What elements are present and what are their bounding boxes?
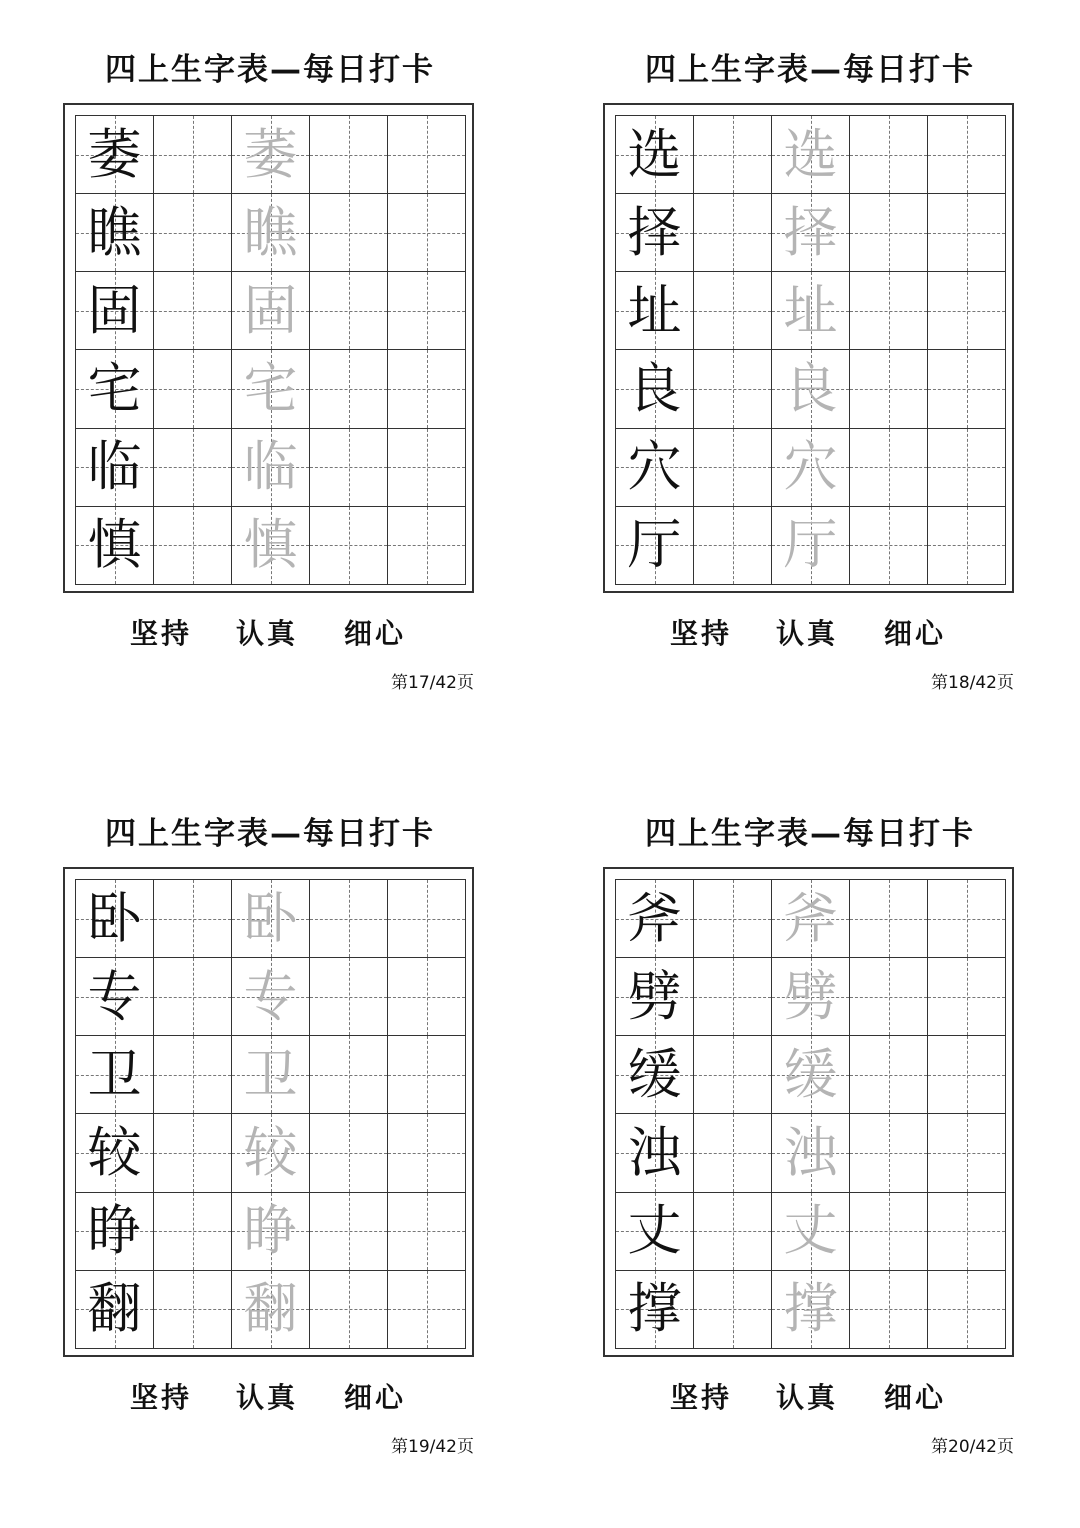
grid-cell [232, 1036, 310, 1114]
model-character: 睁 [87, 1199, 142, 1263]
model-character: 斧 [627, 886, 682, 950]
grid-cell [154, 1193, 232, 1271]
grid-cell [310, 880, 388, 958]
grid-cell [850, 1193, 928, 1271]
grid-cell [928, 880, 1006, 958]
grid-cell [694, 194, 772, 272]
grid-cell [694, 350, 772, 428]
model-character: 卫 [87, 1042, 142, 1106]
grid-cell [928, 116, 1006, 194]
grid-cell [694, 429, 772, 507]
grid-cell [388, 429, 466, 507]
trace-character: 厅 [783, 513, 838, 577]
grid-cell [310, 350, 388, 428]
grid-cell [772, 880, 850, 958]
trace-character: 劈 [783, 964, 838, 1028]
trace-character: 睁 [243, 1199, 298, 1263]
grid-cell [694, 1036, 772, 1114]
grid-cell [616, 1193, 694, 1271]
grid-cell [850, 880, 928, 958]
grid-cell [772, 194, 850, 272]
trace-character: 址 [783, 278, 838, 342]
grid-cell [310, 1036, 388, 1114]
worksheet-panel-1 [0, 0, 540, 764]
grid-cell [154, 1271, 232, 1349]
grid-cell [76, 1193, 154, 1271]
motto-word-2: 认真 [236, 617, 299, 650]
grid-cell [616, 507, 694, 585]
trace-character: 选 [783, 122, 838, 186]
motto [540, 1376, 1080, 1416]
model-character: 翻 [87, 1277, 142, 1341]
model-character: 宅 [87, 357, 142, 421]
grid-cell [154, 958, 232, 1036]
grid-cell [850, 116, 928, 194]
grid-cell [310, 1193, 388, 1271]
grid-cell [310, 507, 388, 585]
grid-cell [388, 350, 466, 428]
practice-grid-frame [63, 867, 474, 1357]
motto-word-3: 细心 [884, 617, 947, 650]
model-character: 慎 [87, 513, 142, 577]
worksheet-panel-3 [0, 764, 540, 1528]
trace-character: 良 [783, 357, 838, 421]
grid-cell [154, 194, 232, 272]
grid-cell [616, 194, 694, 272]
motto-word-1: 坚持 [130, 1381, 193, 1414]
panel-title: 四上生字表—每日打卡 [105, 816, 435, 852]
model-character: 选 [627, 122, 682, 186]
model-character: 厅 [627, 513, 682, 577]
grid-cell [154, 507, 232, 585]
grid-cell [772, 1036, 850, 1114]
grid-cell [388, 1036, 466, 1114]
grid-cell [76, 272, 154, 350]
grid-cell [232, 1271, 310, 1349]
grid-cell [772, 116, 850, 194]
grid-cell [850, 1114, 928, 1192]
grid-cell [232, 507, 310, 585]
practice-grid [615, 879, 1006, 1349]
page-number: 第20/42页 [931, 1437, 1014, 1457]
grid-cell [310, 116, 388, 194]
model-character: 丈 [627, 1199, 682, 1263]
grid-cell [772, 1193, 850, 1271]
grid-cell [388, 1271, 466, 1349]
motto-word-1: 坚持 [130, 617, 193, 650]
grid-cell [694, 958, 772, 1036]
motto [540, 612, 1080, 652]
motto-word-3: 细心 [884, 1381, 947, 1414]
model-character: 瞧 [87, 200, 142, 264]
grid-cell [76, 1036, 154, 1114]
grid-cell [232, 880, 310, 958]
trace-character: 翻 [243, 1277, 298, 1341]
grid-cell [76, 958, 154, 1036]
grid-cell [694, 880, 772, 958]
grid-cell [772, 507, 850, 585]
grid-cell [850, 1036, 928, 1114]
grid-cell [850, 350, 928, 428]
page-number: 第19/42页 [391, 1437, 474, 1457]
practice-grid-frame [63, 103, 474, 593]
trace-character: 卫 [243, 1042, 298, 1106]
trace-character: 择 [783, 200, 838, 264]
grid-cell [154, 429, 232, 507]
grid-cell [616, 1036, 694, 1114]
grid-cell [772, 958, 850, 1036]
grid-cell [388, 958, 466, 1036]
grid-cell [616, 958, 694, 1036]
trace-character: 浊 [783, 1121, 838, 1185]
grid-cell [154, 116, 232, 194]
model-character: 固 [87, 278, 142, 342]
grid-cell [928, 272, 1006, 350]
grid-cell [388, 1114, 466, 1192]
grid-cell [772, 350, 850, 428]
grid-cell [694, 272, 772, 350]
grid-cell [694, 1193, 772, 1271]
motto-word-2: 认真 [776, 1381, 839, 1414]
grid-cell [772, 429, 850, 507]
motto [0, 612, 540, 652]
trace-character: 临 [243, 435, 298, 499]
grid-cell [772, 1114, 850, 1192]
grid-cell [154, 880, 232, 958]
trace-character: 慎 [243, 513, 298, 577]
grid-cell [310, 1271, 388, 1349]
grid-cell [76, 350, 154, 428]
grid-cell [310, 958, 388, 1036]
motto-word-1: 坚持 [670, 617, 733, 650]
grid-cell [388, 1193, 466, 1271]
grid-cell [928, 429, 1006, 507]
grid-cell [850, 194, 928, 272]
grid-cell [76, 1114, 154, 1192]
motto-word-3: 细心 [344, 1381, 407, 1414]
grid-cell [76, 429, 154, 507]
grid-cell [928, 958, 1006, 1036]
grid-cell [694, 116, 772, 194]
trace-character: 固 [243, 278, 298, 342]
grid-cell [388, 272, 466, 350]
model-character: 萎 [87, 122, 142, 186]
grid-cell [232, 1193, 310, 1271]
grid-cell [850, 507, 928, 585]
motto-word-1: 坚持 [670, 1381, 733, 1414]
grid-cell [616, 116, 694, 194]
model-character: 专 [87, 964, 142, 1028]
panel-title: 四上生字表—每日打卡 [645, 52, 975, 88]
grid-cell [616, 272, 694, 350]
grid-cell [928, 1114, 1006, 1192]
grid-cell [232, 116, 310, 194]
practice-grid [75, 115, 466, 585]
grid-cell [310, 429, 388, 507]
grid-cell [694, 507, 772, 585]
practice-grid-frame [603, 867, 1014, 1357]
grid-cell [388, 116, 466, 194]
trace-character: 卧 [243, 886, 298, 950]
motto [0, 1376, 540, 1416]
trace-character: 穴 [783, 435, 838, 499]
model-character: 较 [87, 1121, 142, 1185]
grid-cell [850, 272, 928, 350]
grid-cell [310, 272, 388, 350]
trace-character: 缓 [783, 1042, 838, 1106]
grid-cell [388, 507, 466, 585]
trace-character: 萎 [243, 122, 298, 186]
grid-cell [76, 116, 154, 194]
model-character: 择 [627, 200, 682, 264]
grid-cell [388, 880, 466, 958]
grid-cell [76, 507, 154, 585]
model-character: 穴 [627, 435, 682, 499]
grid-cell [388, 194, 466, 272]
trace-character: 瞧 [243, 200, 298, 264]
grid-cell [616, 350, 694, 428]
model-character: 浊 [627, 1121, 682, 1185]
motto-word-3: 细心 [344, 617, 407, 650]
worksheet-panel-2 [540, 0, 1080, 764]
motto-word-2: 认真 [236, 1381, 299, 1414]
grid-cell [850, 429, 928, 507]
grid-cell [928, 194, 1006, 272]
model-character: 良 [627, 357, 682, 421]
grid-cell [76, 880, 154, 958]
grid-cell [232, 1114, 310, 1192]
grid-cell [694, 1114, 772, 1192]
grid-cell [928, 1193, 1006, 1271]
grid-cell [232, 272, 310, 350]
trace-character: 撑 [783, 1277, 838, 1341]
trace-character: 丈 [783, 1199, 838, 1263]
model-character: 劈 [627, 964, 682, 1028]
grid-cell [772, 272, 850, 350]
grid-cell [928, 1271, 1006, 1349]
model-character: 撑 [627, 1277, 682, 1341]
practice-grid-frame [603, 103, 1014, 593]
grid-cell [772, 1271, 850, 1349]
grid-cell [850, 958, 928, 1036]
motto-word-2: 认真 [776, 617, 839, 650]
grid-cell [76, 1271, 154, 1349]
model-character: 临 [87, 435, 142, 499]
panel-title: 四上生字表—每日打卡 [105, 52, 435, 88]
grid-cell [154, 1036, 232, 1114]
trace-character: 专 [243, 964, 298, 1028]
grid-cell [928, 350, 1006, 428]
grid-cell [310, 194, 388, 272]
grid-cell [154, 350, 232, 428]
panel-title: 四上生字表—每日打卡 [645, 816, 975, 852]
grid-cell [616, 429, 694, 507]
model-character: 址 [627, 278, 682, 342]
grid-cell [154, 1114, 232, 1192]
grid-cell [232, 958, 310, 1036]
grid-cell [154, 272, 232, 350]
practice-grid [75, 879, 466, 1349]
grid-cell [232, 429, 310, 507]
trace-character: 宅 [243, 357, 298, 421]
grid-cell [616, 1114, 694, 1192]
page-number: 第17/42页 [391, 673, 474, 693]
grid-cell [310, 1114, 388, 1192]
grid-cell [616, 880, 694, 958]
grid-cell [928, 507, 1006, 585]
trace-character: 较 [243, 1121, 298, 1185]
grid-cell [232, 350, 310, 428]
grid-cell [694, 1271, 772, 1349]
worksheet-panel-4 [540, 764, 1080, 1528]
grid-cell [232, 194, 310, 272]
model-character: 卧 [87, 886, 142, 950]
model-character: 缓 [627, 1042, 682, 1106]
grid-cell [928, 1036, 1006, 1114]
grid-cell [616, 1271, 694, 1349]
practice-grid [615, 115, 1006, 585]
page-number: 第18/42页 [931, 673, 1014, 693]
trace-character: 斧 [783, 886, 838, 950]
grid-cell [850, 1271, 928, 1349]
grid-cell [76, 194, 154, 272]
